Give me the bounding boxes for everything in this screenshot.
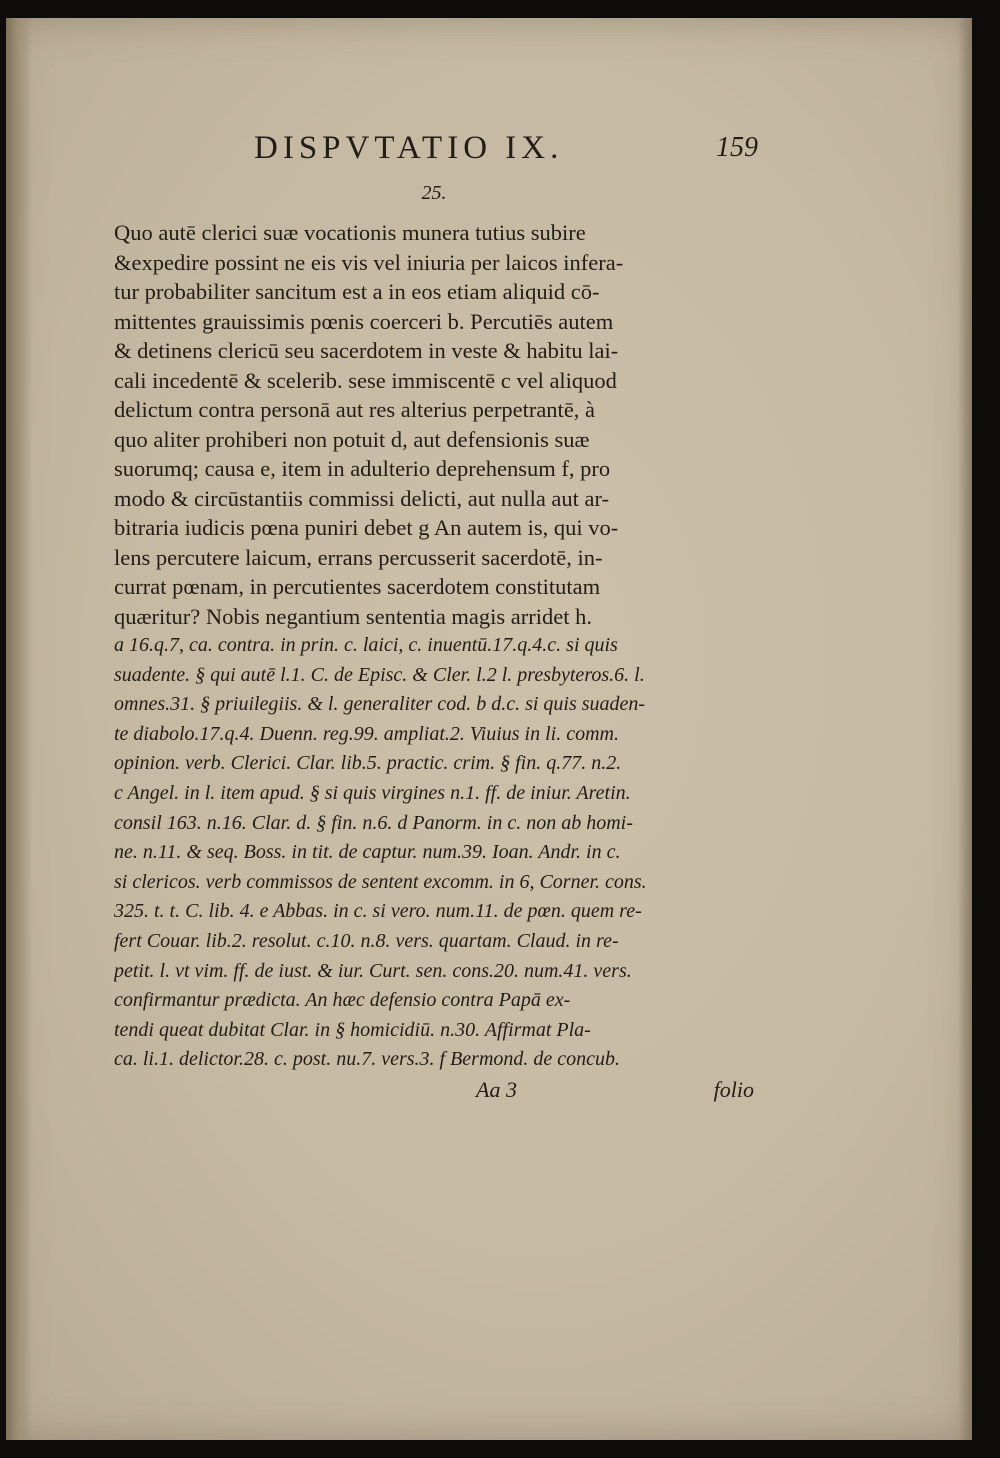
body-line: mittentes grauissimis pœnis coerceri b. Percutiēs autem [114,308,614,334]
note-line: petit. l. vt vim. ff. de iust. & iur. Curt. sen. cons.20. num.41. vers. [114,959,632,982]
body-line: currat pœnam, in percutientes sacerdotem constitutam [114,574,601,599]
body-line: cali incedentē & scelerib. sese immiscentē c vel aliquod [114,367,617,393]
note-line: tendi queat dubitat Clar. in § homicidiū. n.30. Affirmat Pla- [114,1018,591,1041]
body-line: & detinens clericū seu sacerdotem in veste & habitu lai- [114,338,619,363]
page-number: 159 [716,132,758,163]
body-line: Quo autē clerici suæ vocationis munera tutius subire [114,220,586,245]
book-page [6,18,972,1440]
main-text [114,218,754,631]
running-head [114,118,758,166]
note-line: c Angel. in l. item apud. § si quis virgines n.1. ff. de iniur. Aretin. [114,781,631,804]
body-line: tur probabiliter sancitum est a in eos etiam aliquid cō- [114,279,600,304]
page-gutter-shadow [6,18,32,1440]
body-line: lens percutere laicum, errans percusserit sacerdotē, in- [114,544,603,570]
note-line: 325. t. t. C. lib. 4. e Abbas. in c. si vero. num.11. de pœn. quem re- [114,900,642,923]
note-line: consil 163. n.16. Clar. d. § fin. n.6. d Panorm. in c. non ab homi- [114,811,633,834]
note-line: opinion. verb. Clerici. Clar. lib.5. practic. crim. § fin. q.77. n.2. [114,752,622,775]
note-line: confirmantur prædicta. An hæc defensio contra Papā ex- [114,989,571,1012]
section-number: 25. [421,182,447,204]
body-line: delictum contra personā aut res alterius perpetrantē, à [114,397,596,422]
page-edge-shadow [958,18,972,1440]
body-line: quo aliter prohiberi non potuit d, aut defensionis suæ [114,426,590,452]
body-line: suorumq; causa e, item in adulterio deprehensum f, pro [114,456,611,481]
body-line: bitraria iudicis pœna puniri debet g An autem is, qui vo- [114,515,619,540]
page-footer [114,1075,754,1109]
note-line: te diabolo.17.q.4. Duenn. reg.99. ampliat.2. Viuius in li. comm. [114,722,619,745]
body-line: modo & circūstantiis commissi delicti, aut nulla aut ar- [114,485,610,511]
note-line: a 16.q.7, ca. contra. in prin. c. laici, c. inuentū.17.q.4.c. si quis [114,634,618,656]
note-line: si clericos. verb commissos de sentent excomm. in 6, Corner. cons. [114,870,647,893]
note-line: fert Couar. lib.2. resolut. c.10. n.8. vers. quartam. Claud. in re- [114,929,619,952]
catchword: folio [713,1076,754,1102]
note-line: ca. li.1. delictor.28. c. post. nu.7. vers.3. f Bermond. de concub. [114,1048,621,1071]
text-block [114,118,758,1109]
marginal-notes [114,631,754,1075]
body-line: &expedire possint ne eis vis vel iniuria per laicos infera- [114,249,624,275]
body-line: quæritur? Nobis negantium sententia magis arridet h. [114,603,593,629]
running-head-title: DISPVTATIO IX. [254,130,564,166]
note-line: suadente. § qui autē l.1. C. de Episc. & Cler. l.2 l. presbyteros.6. l. [114,663,645,686]
signature-mark: Aa 3 [476,1076,517,1102]
note-line: omnes.31. § priuilegiis. & l. generaliter cod. b d.c. si quis suaden- [114,693,646,716]
note-line: ne. n.11. & seq. Boss. in tit. de captur. num.39. Ioan. Andr. in c. [114,841,621,864]
